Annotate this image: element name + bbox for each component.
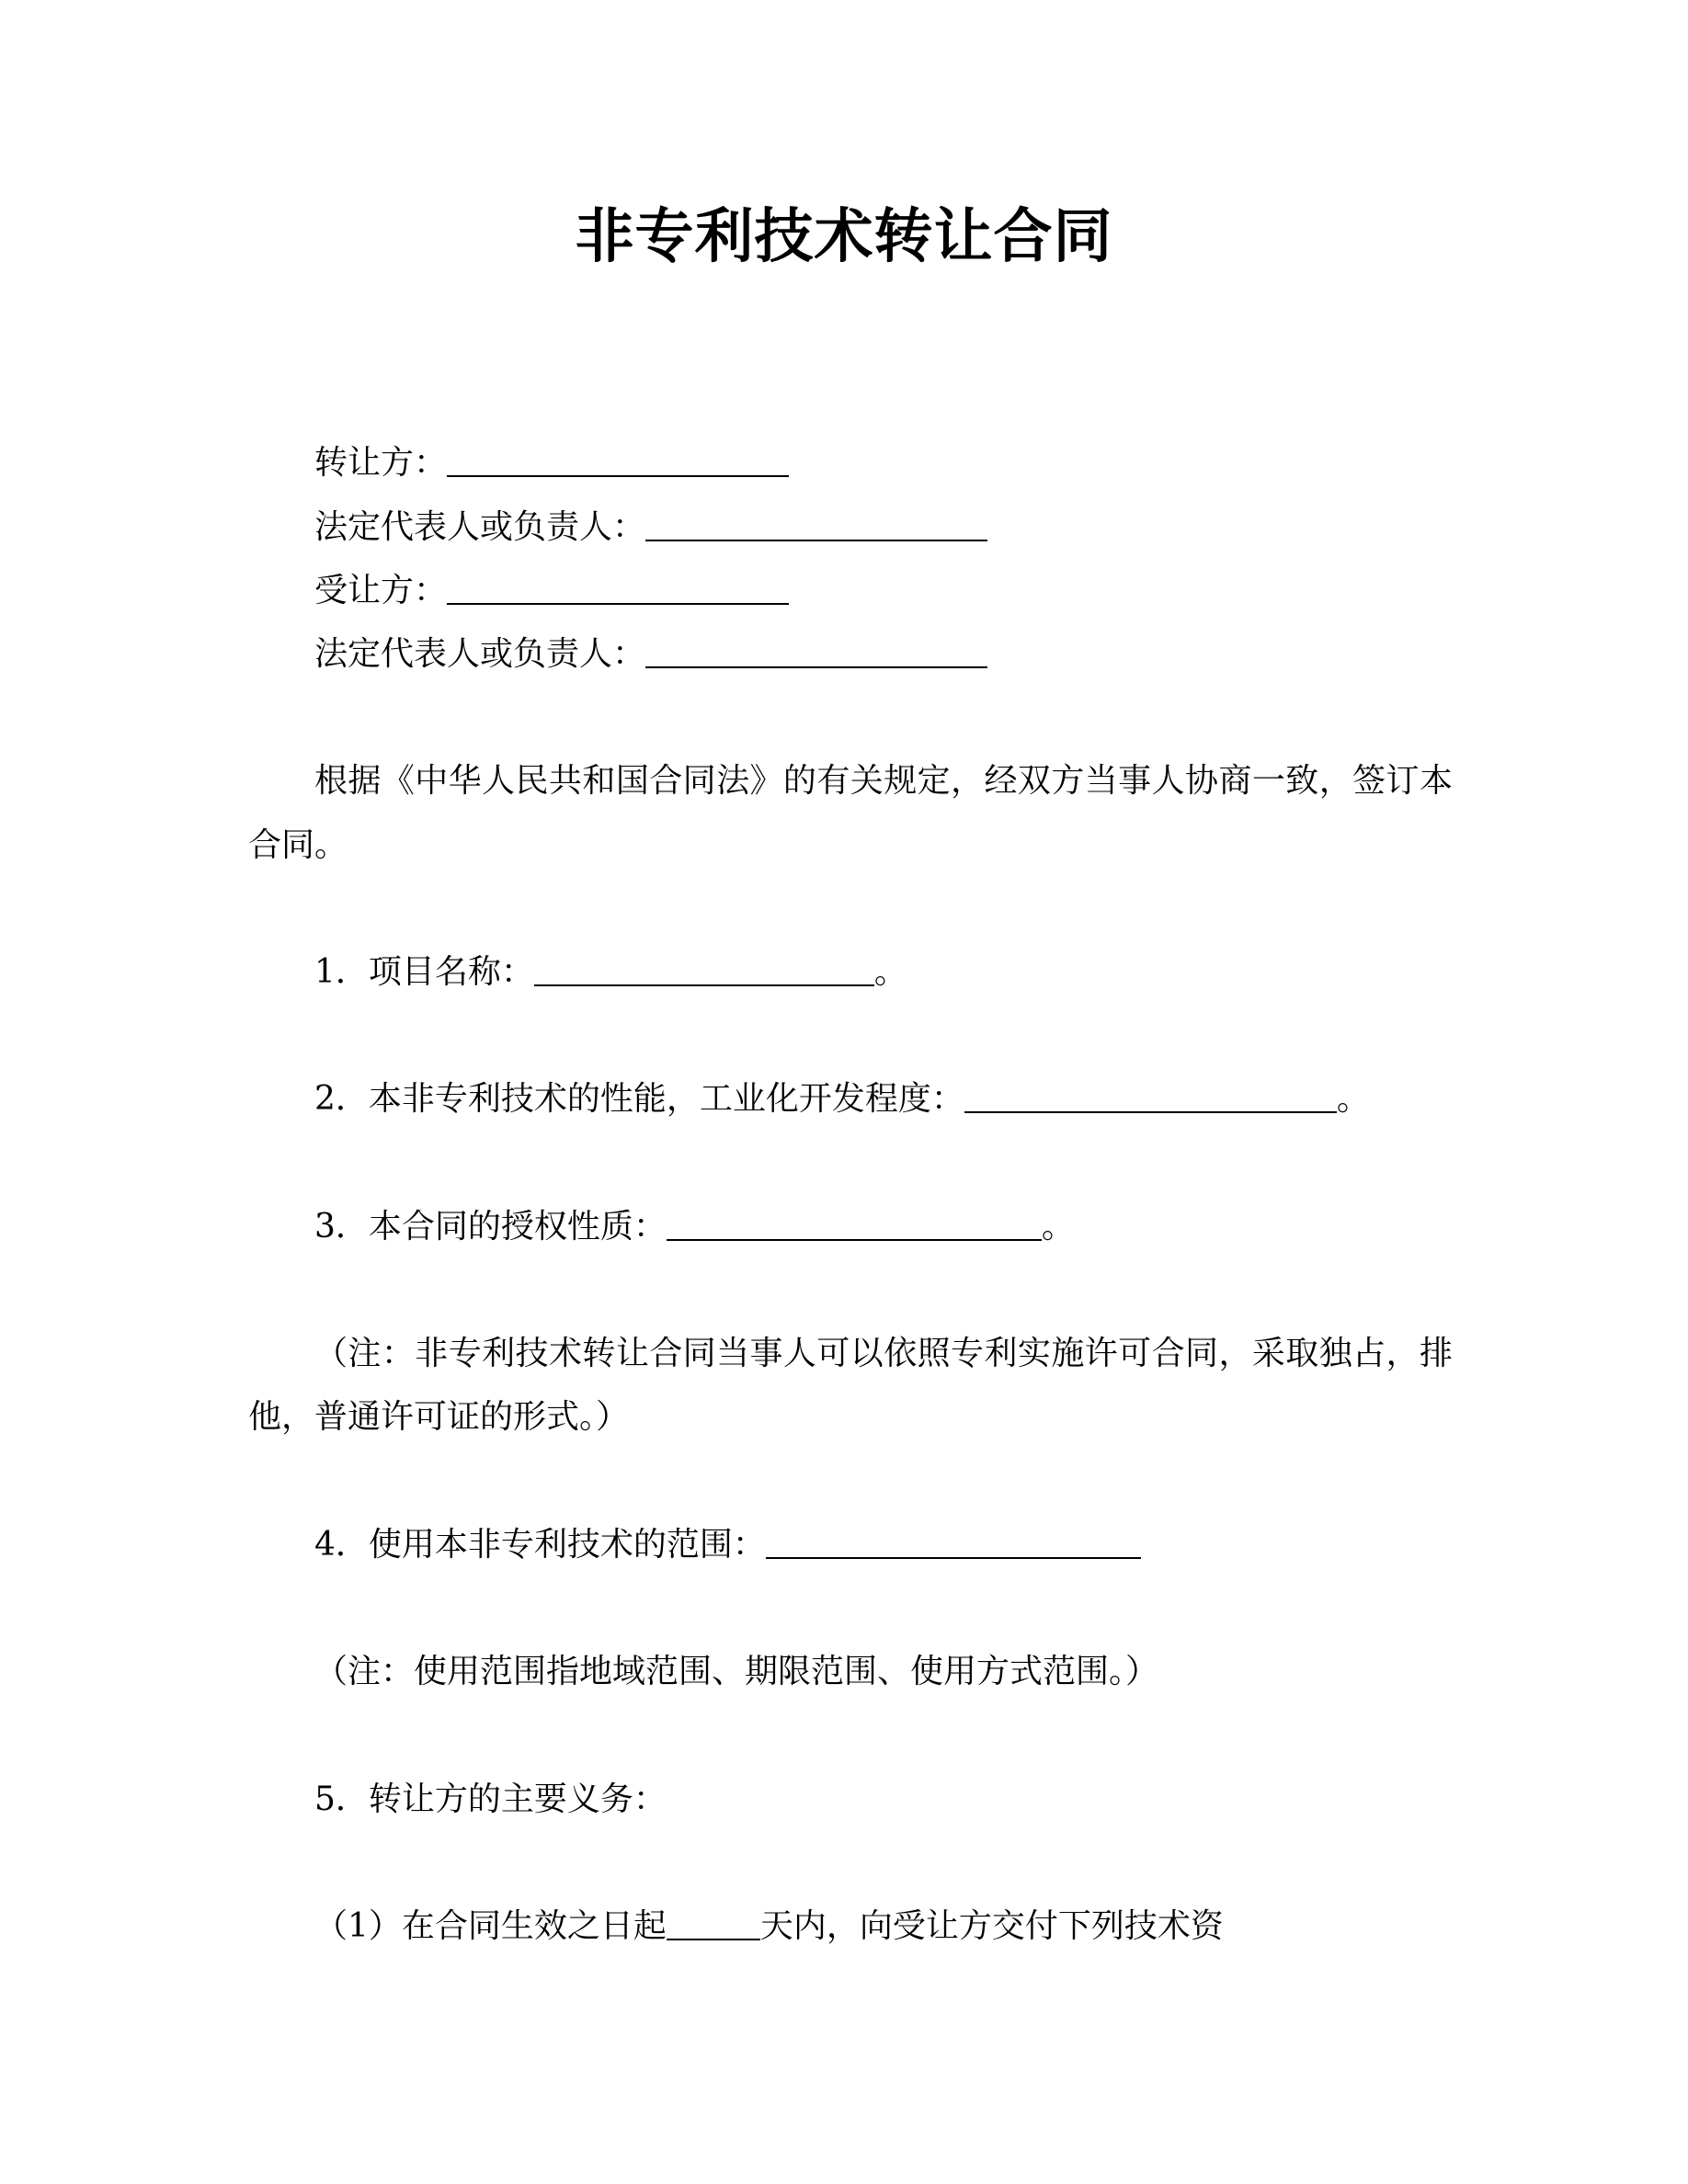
blank-field: [534, 957, 874, 986]
clause-subitem-1: [248, 1894, 1453, 1958]
clause-item-2: [248, 1067, 1453, 1131]
clause-suffix: 。: [1336, 1080, 1370, 1119]
party-transferor: [248, 431, 1453, 495]
clause-number: 1．: [314, 952, 369, 991]
clause-item-1: [248, 940, 1453, 1004]
blank-field: [964, 1084, 1337, 1113]
party-label: 法定代表人或负责人：: [314, 507, 646, 546]
blank-field: [645, 639, 987, 668]
blank-field: [645, 512, 987, 541]
party-label: 转让方：: [314, 444, 448, 483]
clause-number: 3．: [314, 1207, 369, 1246]
blank-field: [667, 1211, 1042, 1241]
clause-text: 转让方的主要义务：: [368, 1780, 667, 1818]
intro-paragraph: 根据《中华人民共和国合同法》的有关规定，经双方当事人协商一致，签订本合同。: [248, 762, 1453, 864]
document-title: 非专利技术转让合同: [575, 203, 1113, 271]
blank-field-days: [667, 1911, 760, 1940]
clause-number: 2．: [314, 1080, 369, 1119]
blank-field: [447, 575, 789, 605]
clause-note-scope: （注：使用范围指地域范围、期限范围、使用方式范围。）: [314, 1653, 1159, 1691]
clause-number: （1）: [314, 1906, 402, 1945]
clause-suffix: 。: [873, 952, 907, 991]
document-body: [248, 431, 1453, 1958]
clause-item-5: [248, 1768, 1453, 1831]
parties-block: [248, 431, 1453, 686]
clause-text: 本非专利技术的性能，工业化开发程度：: [368, 1080, 964, 1119]
clause-item-4: [248, 1513, 1453, 1576]
party-label: 受让方：: [314, 571, 448, 609]
party-transferor-representative: [248, 495, 1453, 559]
clause-text: 本合同的授权性质：: [368, 1207, 667, 1246]
clause-text: 项目名称：: [368, 952, 534, 991]
clause-text-before: 在合同生效之日起: [401, 1906, 667, 1945]
party-transferee: [248, 559, 1453, 622]
party-label: 法定代表人或负责人：: [314, 635, 646, 673]
party-transferee-representative: [248, 622, 1453, 686]
clause-number: 4．: [314, 1525, 369, 1564]
clause-note-license-form: （注：非专利技术转让合同当事人可以依照专利实施许可合同，采取独占，排他，普通许可证的形式。）: [248, 1335, 1453, 1437]
clause-text-after: 天内，向受让方交付下列技术资: [759, 1906, 1224, 1945]
clause-number: 5．: [314, 1780, 369, 1818]
blank-field: [447, 448, 789, 477]
clause-item-3: [248, 1195, 1453, 1258]
clause-text: 使用本非专利技术的范围：: [368, 1525, 766, 1564]
blank-field: [766, 1530, 1141, 1559]
clause-suffix: 。: [1041, 1207, 1075, 1246]
